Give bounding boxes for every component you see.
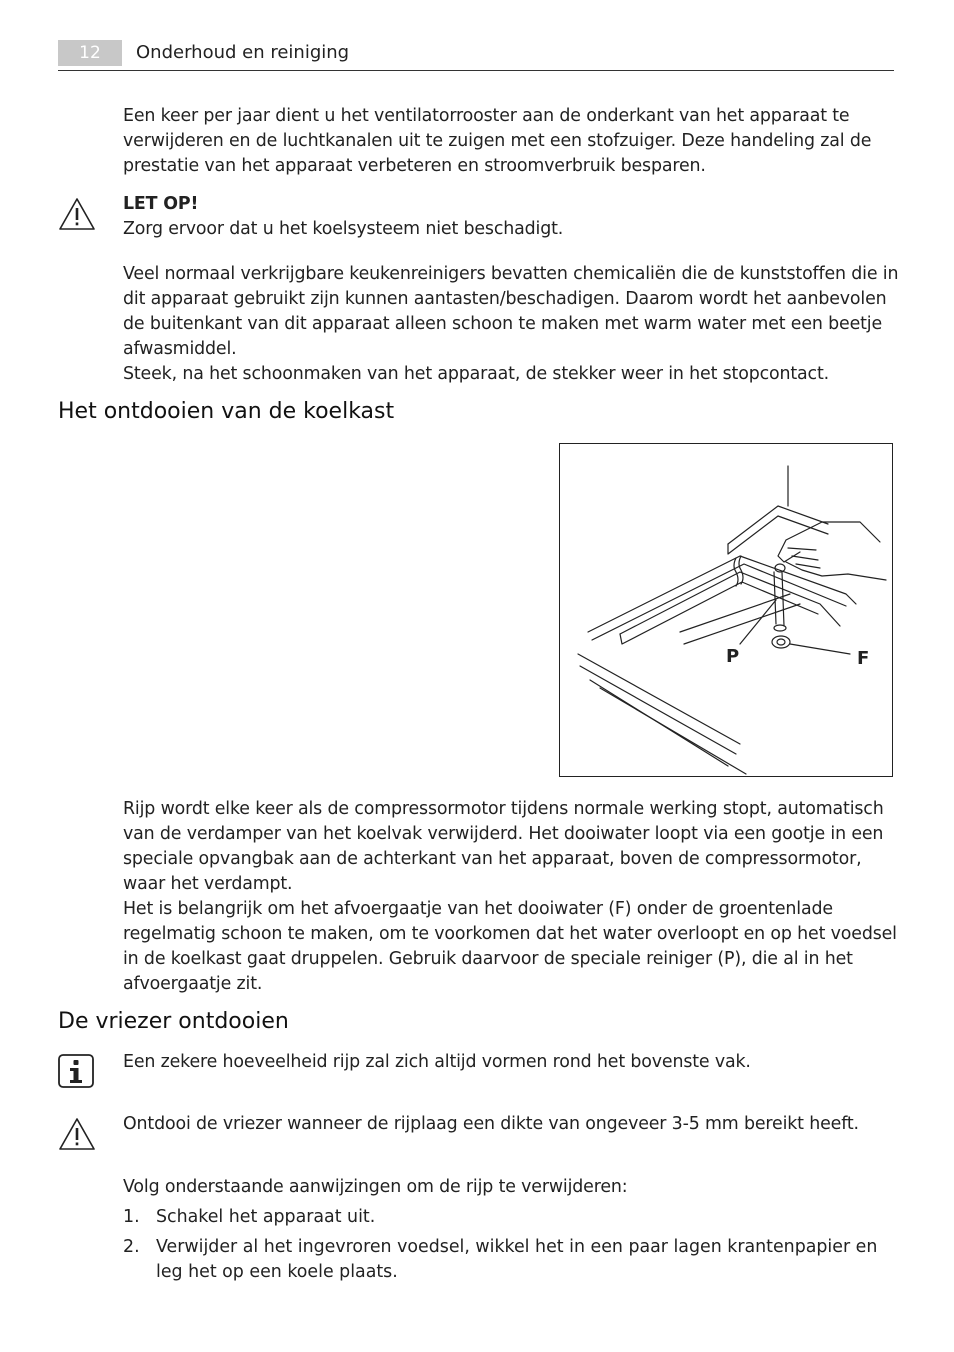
drain-cleaning-paragraph: Het is belangrijk om het afvoergaatje van het dooiwater (F) onder de groentenlade regelmatig schoon te maken, om te voorkomen dat het water overloopt en op het voedsel in de koelkast gaat druppelen. Gebruik daarvoor de speciale reiniger (P), die al in het afvoergaatje zit. xyxy=(123,899,897,994)
warning-icon xyxy=(57,1116,97,1152)
drain-hole-illustration xyxy=(559,443,893,777)
step-number: 1. xyxy=(123,1207,140,1227)
page-number: 12 xyxy=(58,40,122,66)
label-f: F xyxy=(857,648,870,669)
info-text: Een zekere hoeveelheid rijp zal zich altijd vormen rond het bovenste vak. xyxy=(123,1052,751,1072)
warning-icon xyxy=(57,196,97,232)
label-p: P xyxy=(726,646,740,667)
step-text: Verwijder al het ingevroren voedsel, wikkel het in een paar lagen krantenpapier en leg het op een koele plaats. xyxy=(156,1237,878,1282)
list-item xyxy=(123,1205,903,1230)
intro-paragraph: Een keer per jaar dient u het ventilatorrooster aan de onderkant van het apparaat te verwijderen en de luchtkanalen uit te zuigen met een stofzuiger. Deze handeling zal de prestatie van het apparaat verbeteren en stroomverbruik besparen. xyxy=(123,106,872,176)
cleaning-paragraph: Veel normaal verkrijgbare keukenreinigers bevatten chemicaliën die de kunststoffen die in dit apparaat gebruikt zijn kunnen aantasten/beschadigen. Daarom wordt het aanbevolen de buitenkant van dit apparaat alleen schoon te maken met warm water met een beetje afwasmiddel. xyxy=(123,264,899,359)
heading-freezer-defrost: De vriezer ontdooien xyxy=(58,1009,289,1034)
caution-text: Zorg ervoor dat u het koelsysteem niet beschadigt. xyxy=(123,219,564,239)
list-item xyxy=(123,1235,903,1285)
header-divider xyxy=(58,70,894,71)
plug-in-paragraph: Steek, na het schoonmaken van het apparaat, de stekker weer in het stopcontact. xyxy=(123,364,830,384)
drain-illustration-svg xyxy=(560,444,892,776)
warning-text: Ontdooi de vriezer wanneer de rijplaag een dikte van ongeveer 3-5 mm bereikt heeft. xyxy=(123,1114,859,1134)
info-icon xyxy=(57,1053,95,1089)
defrost-paragraph: Rijp wordt elke keer als de compressormotor tijdens normale werking stopt, automatisch van de verdamper van het koelvak verwijderd. Het dooiwater loopt via een gootje in een speciale opvangbak aan de achterkant van het apparaat, boven de compressormotor, waar het verdampt. xyxy=(123,799,884,894)
caution-title: LET OP! xyxy=(123,194,199,214)
step-number: 2. xyxy=(123,1237,140,1257)
instructions-intro: Volg onderstaande aanwijzingen om de rijp te verwijderen: xyxy=(123,1177,628,1197)
step-text: Schakel het apparaat uit. xyxy=(156,1207,376,1227)
section-title: Onderhoud en reiniging xyxy=(136,42,350,63)
heading-fridge-defrost: Het ontdooien van de koelkast xyxy=(58,399,395,424)
